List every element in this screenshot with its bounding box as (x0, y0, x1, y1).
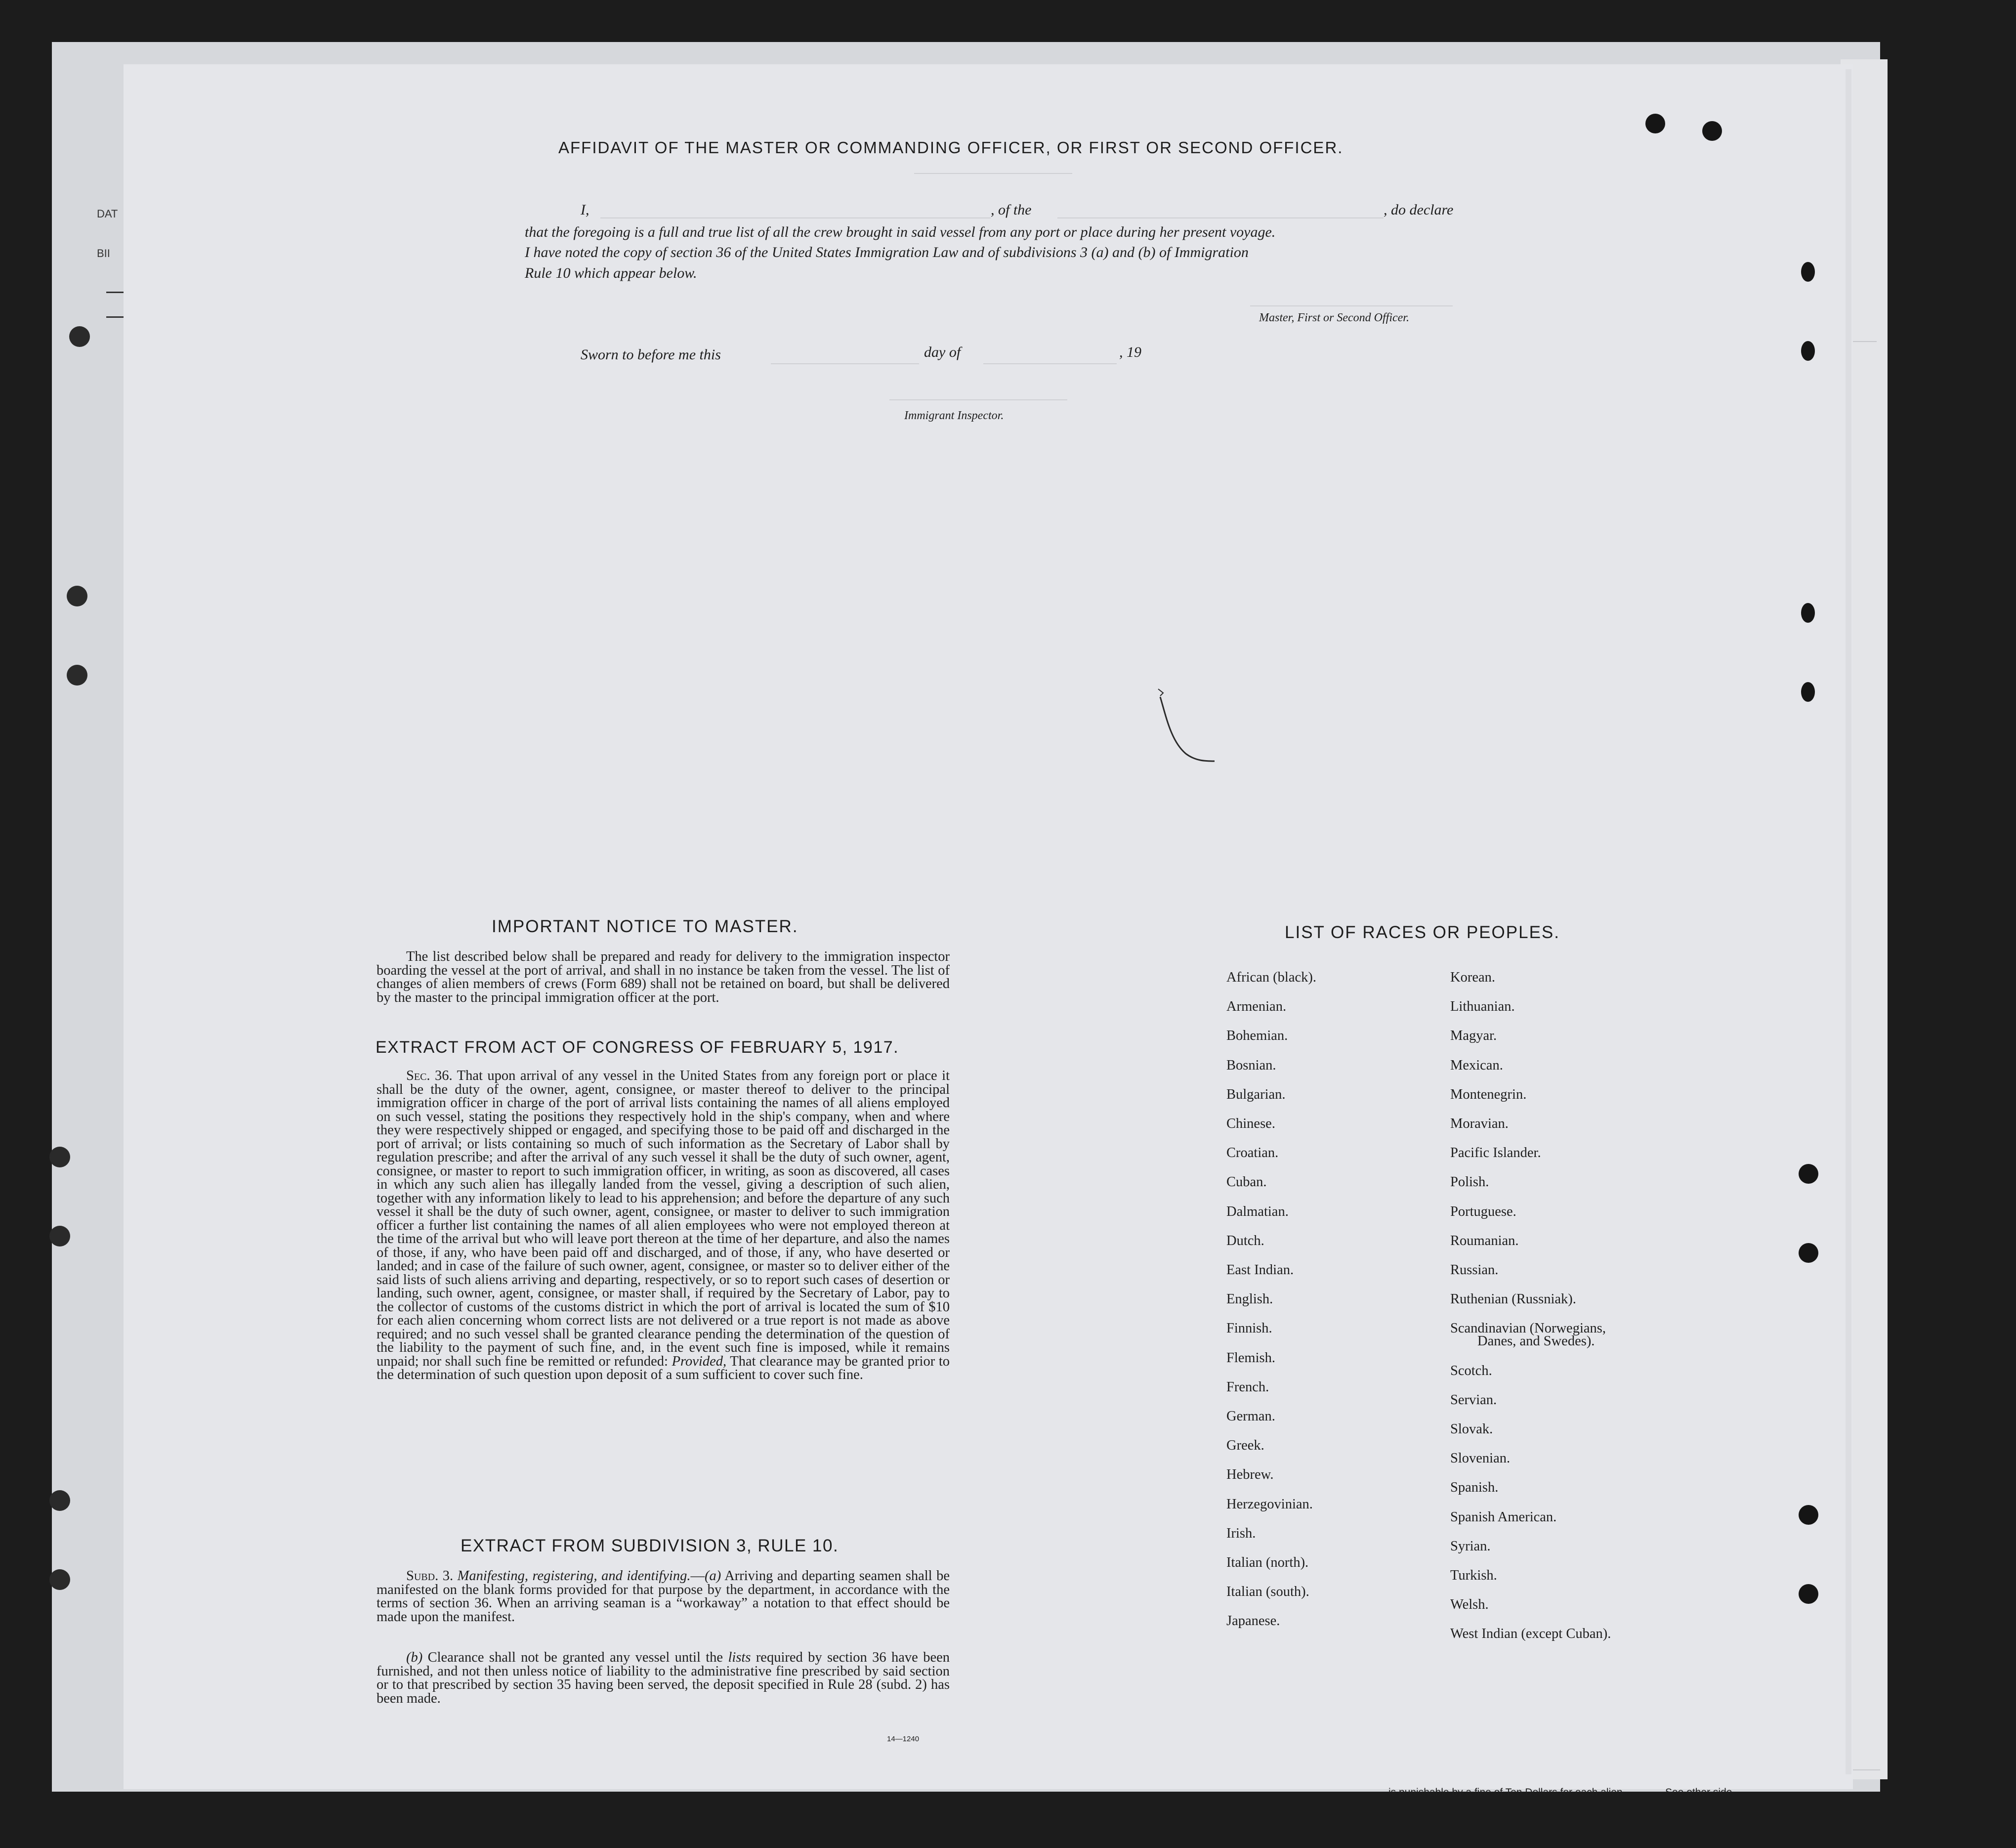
subd-heading: Manifesting, registering, and identifying. (457, 1568, 691, 1584)
race-item: Italian (north). (1226, 1555, 1309, 1570)
punch-hole-icon (1799, 1505, 1818, 1525)
binder-hole-icon (69, 326, 90, 347)
form-number: 14—1240 (887, 1735, 920, 1743)
section-36-text: That upon arrival of any vessel in the United States from any foreign port or place it shall be the duty of the owner, agent, consignee, or master thereof to deliver to the principal immigration officer in charge of the port of arrival lists containing the names of all aliens employed on such vessel, stating the positions they respectively hold in the ship's company, when and where they were respectively shipped or engaged, and specifying those to be paid off and discharged in the port of arrival; or lists containing so much of such information as the Secretary of Labor shall by regulation prescribe; and after the arrival of any such vessel it shall be the duty of such owner, agent, consignee, or master to report to such immigration officer, in writing, as soon as discovered, all cases in which any such alien has illegally landed from the vessel, giving a description of such alien, together with any information likely to lead to his apprehension; and before the departure of any such vessel it shall be the duty of such owner, agent, consignee, or master to deliver to such immigration officer a further list containing the names of all alien employees who were not employed thereon at the time of the arrival but who will leave port thereon at the time of her departure, and also the names of those, if any, who have been paid off and discharged, and of those, if any, who have deserted or landed; and in case of the failure of such owner, agent, consignee, or master so to deliver either of the said lists of such aliens arriving and departing, respectively, or so to report such cases of desertion or landing, such owner, agent, consignee, or master shall, if required by the Secretary of Labor, pay to the collector of customs of the customs district in which the port of arrival is located the sum of $10 for each alien concerning whom correct lists are not delivered or a true report is not made as above required; and no such vessel shall be granted clearance pending the determination of the question of the liability to the payment of such fine, and, in the event such fine is imposed, while it remains unpaid; nor shall such fine be remitted or refunded: (377, 1068, 950, 1369)
declaration-i: I, (581, 202, 589, 218)
race-item: Servian. (1450, 1392, 1497, 1408)
race-item: Scotch. (1450, 1363, 1492, 1378)
under-sheet-rule (1852, 341, 1877, 342)
race-item: Scandinavian (Norwegians, (1450, 1321, 1606, 1336)
notice-text: The list described below shall be prepared and ready for delivery to the immigration inspector boarding the vessel at the port of arrival, and shall in no instance be taken from the vessel. The list of changes of alien members of crews (Form 689) shall not be retained on board, but shall be delivered by the master to the principal immigration officer at the port. (377, 949, 950, 1005)
binder-hole-icon (49, 1490, 70, 1511)
race-item: Danes, and Swedes). (1477, 1333, 1595, 1349)
race-item: Slovenian. (1450, 1451, 1511, 1466)
manifest-back-page (124, 64, 1853, 1789)
punch-hole-icon (1801, 682, 1815, 702)
race-item: Montenegrin. (1450, 1086, 1527, 1102)
race-item: Japanese. (1226, 1613, 1280, 1629)
race-item: Turkish. (1450, 1568, 1497, 1583)
race-item: French. (1226, 1379, 1269, 1395)
race-item: Spanish. (1450, 1480, 1499, 1496)
race-item: Polish. (1450, 1174, 1489, 1190)
para-a-label: (a) (704, 1568, 721, 1584)
extract-rule-title: EXTRACT FROM SUBDIVISION 3, RULE 10. (461, 1536, 839, 1555)
race-item: Dalmatian. (1226, 1203, 1289, 1219)
race-item: Italian (south). (1226, 1584, 1309, 1600)
races-title: LIST OF RACES OR PEOPLES. (1285, 923, 1560, 942)
race-item: Ruthenian (Russniak). (1450, 1291, 1576, 1307)
race-item: Hebrew. (1226, 1467, 1274, 1483)
inspector-label: Immigrant Inspector. (904, 409, 1004, 422)
race-item: Bohemian. (1226, 1028, 1288, 1044)
section-label: Sec. 36. (406, 1068, 453, 1083)
para-b-text-1: Clearance shall not be granted any vessel until the (427, 1650, 723, 1665)
race-item: Magyar. (1450, 1028, 1497, 1044)
race-item: Portuguese. (1450, 1203, 1516, 1219)
race-item: Greek. (1226, 1438, 1264, 1454)
punch-hole-icon (1801, 341, 1815, 361)
extract-act-title: EXTRACT FROM ACT OF CONGRESS OF FEBRUARY 5, 1917. (376, 1038, 899, 1057)
race-item: Mexican. (1450, 1057, 1503, 1073)
race-item: Roumanian. (1450, 1233, 1519, 1248)
pen-mark (1156, 687, 1225, 766)
race-item: Armenian. (1226, 999, 1287, 1015)
declaration-line-3: Rule 10 which appear below. (525, 265, 697, 281)
race-item: Croatian. (1226, 1145, 1279, 1161)
margin-text: BII (97, 247, 110, 259)
subd-label: Subd. 3. (406, 1568, 454, 1584)
declaration-do-declare: , do declare (1384, 202, 1454, 218)
vessel-blank-line (1057, 217, 1384, 218)
race-item: Slovak. (1450, 1421, 1493, 1437)
race-item: Bosnian. (1226, 1057, 1276, 1073)
race-item: Welsh. (1450, 1597, 1489, 1613)
race-item: West Indian (except Cuban). (1450, 1626, 1611, 1642)
race-item: English. (1226, 1291, 1273, 1307)
page-edge-shadow (1846, 69, 1851, 1774)
race-item: Syrian. (1450, 1538, 1491, 1554)
margin-dash (106, 292, 126, 293)
race-item: Pacific Islander. (1450, 1145, 1541, 1161)
month-blank-line (983, 363, 1117, 364)
binder-hole-icon (67, 586, 87, 606)
race-item: Lithuanian. (1450, 999, 1515, 1015)
race-item: Spanish American. (1450, 1509, 1557, 1525)
race-item: Finnish. (1226, 1321, 1272, 1336)
binder-hole-icon (49, 1569, 70, 1590)
race-item: African (black). (1226, 970, 1316, 985)
year-label: , 19 (1119, 344, 1141, 360)
declaration-line-1: that the foregoing is a full and true list of all the crew brought in said vessel from any port or place during her present voyage. (525, 224, 1276, 240)
para-b-label: (b) (406, 1650, 423, 1665)
para-a-text: Arriving and departing seamen shall be manifested on the blank forms provided for that purpose by the department, in accordance with the terms of section 36. When an arriving seaman is a “workaway” a notation to that effect should be made upon the manifest. (377, 1568, 950, 1625)
race-item: Cuban. (1226, 1174, 1267, 1190)
sworn-label: Sworn to before me this (581, 346, 721, 363)
notice-title: IMPORTANT NOTICE TO MASTER. (492, 917, 798, 936)
race-item: Dutch. (1226, 1233, 1264, 1248)
bottom-note: is punishable by a fine of Ten Dollars for each alien. (1388, 1787, 1626, 1798)
name-blank-line (600, 217, 991, 218)
race-item: Bulgarian. (1226, 1086, 1286, 1102)
race-item: German. (1226, 1409, 1275, 1424)
race-item: Herzegovinian. (1226, 1496, 1313, 1512)
inspector-line (889, 399, 1067, 400)
race-item: Flemish. (1226, 1350, 1275, 1366)
signature-line (1250, 305, 1453, 306)
declaration-line-2: I have noted the copy of section 36 of the United States Immigration Law and of subdivisions 3 (a) and (b) of Immigration (525, 244, 1249, 260)
extract-act-body (377, 1069, 950, 1382)
para-b-lists: lists (728, 1650, 751, 1665)
punch-hole-icon (1702, 121, 1722, 141)
see-other-side: See other side. (1665, 1787, 1735, 1798)
rule-para-a: Subd. 3. Manifesting, registering, and identifying.—(a) Arriving and departing seamen shall be manifested on the blank forms provided for that purpose by the department, in accordance with the terms of section 36. When an arriving seaman is a “workaway” a notation to that effect should be made upon the manifest. (377, 1568, 950, 1625)
punch-hole-icon (1645, 114, 1665, 133)
day-of-label: day of (924, 344, 961, 360)
rule (914, 173, 1072, 174)
race-item: Chinese. (1226, 1116, 1275, 1131)
signature-label: Master, First or Second Officer. (1259, 311, 1409, 324)
punch-hole-icon (1801, 603, 1815, 623)
race-item: Korean. (1450, 970, 1495, 985)
race-item: Russian. (1450, 1262, 1499, 1278)
section-36-text-end: That clearance may be granted prior to the determination of such question upon deposit of a sum sufficient to cover such fine. (377, 1353, 950, 1382)
provided-label: Provided, (672, 1353, 727, 1369)
margin-text: DAT (97, 208, 118, 220)
binder-hole-icon (49, 1226, 70, 1246)
race-item: Irish. (1226, 1525, 1256, 1541)
margin-dash (106, 316, 126, 318)
race-item: East Indian. (1226, 1262, 1294, 1278)
punch-hole-icon (1799, 1584, 1818, 1604)
punch-hole-icon (1799, 1164, 1818, 1184)
binder-hole-icon (49, 1147, 70, 1167)
affidavit-title: AFFIDAVIT OF THE MASTER OR COMMANDING OFFICER, OR FIRST OR SECOND OFFICER. (558, 138, 1344, 157)
rule-para-b (377, 1651, 950, 1705)
punch-hole-icon (1799, 1243, 1818, 1263)
race-item: Moravian. (1450, 1116, 1509, 1131)
para-b-text-2: required by section 36 have been furnished, and not then unless notice of liability to the administrative fine prescribed by said section or to that prescribed by section 35 having been served, the deposit specified in Rule 28 (subd. 2) has been made. (377, 1650, 950, 1706)
declaration-of-the: , of the (991, 202, 1032, 218)
binder-hole-icon (67, 665, 87, 686)
day-blank-line (771, 363, 919, 364)
punch-hole-icon (1801, 262, 1815, 282)
